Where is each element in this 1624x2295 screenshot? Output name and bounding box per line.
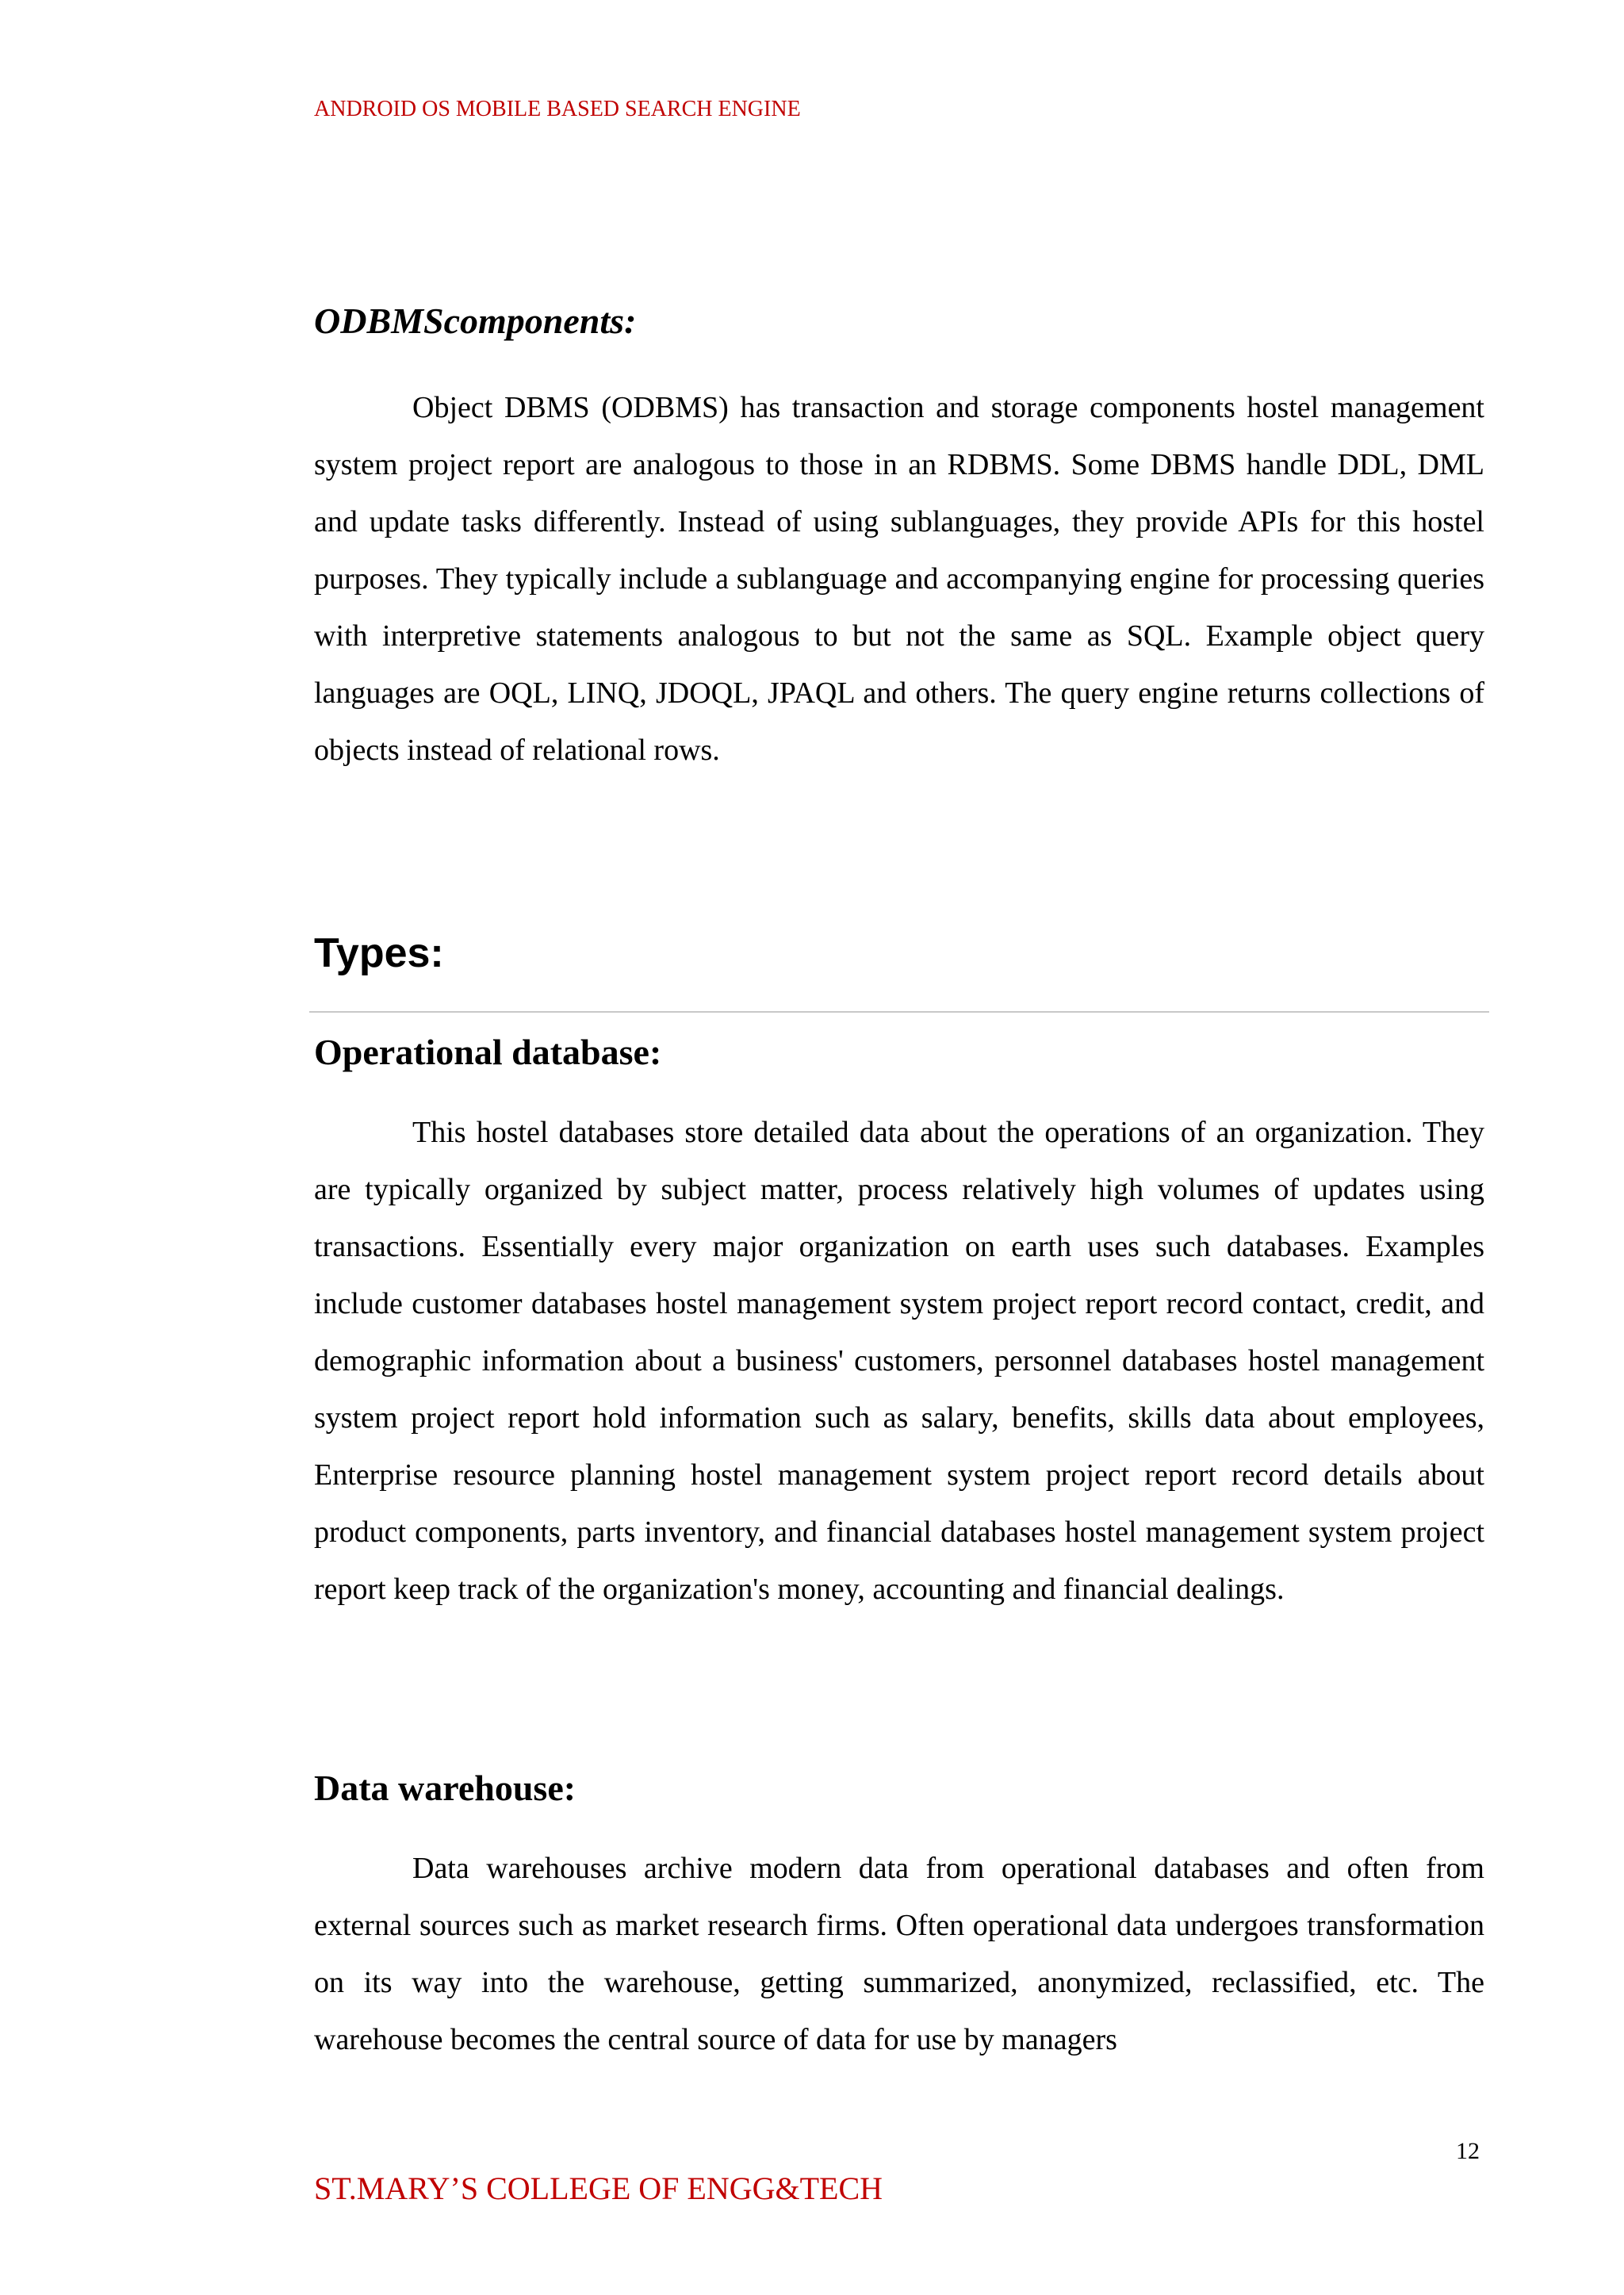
page-number: 12 (1456, 2138, 1480, 2164)
running-header: ANDROID OS MOBILE BASED SEARCH ENGINE (314, 97, 801, 121)
types-heading: Types: (314, 930, 444, 976)
odbms-components-paragraph: Object DBMS (ODBMS) has transaction and storage components hostel management system project report are analogous to those in an RDBMS. Some DBMS handle DDL, DML and update tasks differently. Instead of using sublanguages, they provide APIs for this hostel purposes. They typically include a sublanguage and accompanying engine for processing queries with interpretive statements analogous to but not the same as SQL. Example object query languages are OQL, LINQ, JDOQL, JPAQL and others. The query engine returns collections of objects instead of relational rows. (314, 391, 1484, 767)
footer-institution: ST.MARY’S COLLEGE OF ENGG&TECH (314, 2170, 883, 2206)
odbms-components-heading: ODBMScomponents: (314, 301, 637, 341)
section-divider (309, 1011, 1489, 1013)
data-warehouse-heading: Data warehouse: (314, 1768, 576, 1808)
operational-database-paragraph: This hostel databases store detailed data about the operations of an organization. They are typically organized by subject matter, process relatively high volumes of updates using transactions. Essentially every major organization on earth uses such databases. Examples include customer databases hostel management system project report record contact, credit, and demographic information about a business' customers, personnel databases hostel management system project report hold information such as salary, benefits, skills data about employees, Enterprise resource planning hostel management system project report record details about product components, parts inventory, and financial databases hostel management system project report keep track of the organization's money, accounting and financial dealings. (314, 1116, 1484, 1606)
data-warehouse-paragraph: Data warehouses archive modern data from operational databases and often from external sources such as market research firms. Often operational data undergoes transformation on its way into the warehouse, getting summarized, anonymized, reclassified, etc. The warehouse becomes the central source of data for use by managers (314, 1852, 1484, 2056)
operational-database-heading: Operational database: (314, 1032, 662, 1072)
